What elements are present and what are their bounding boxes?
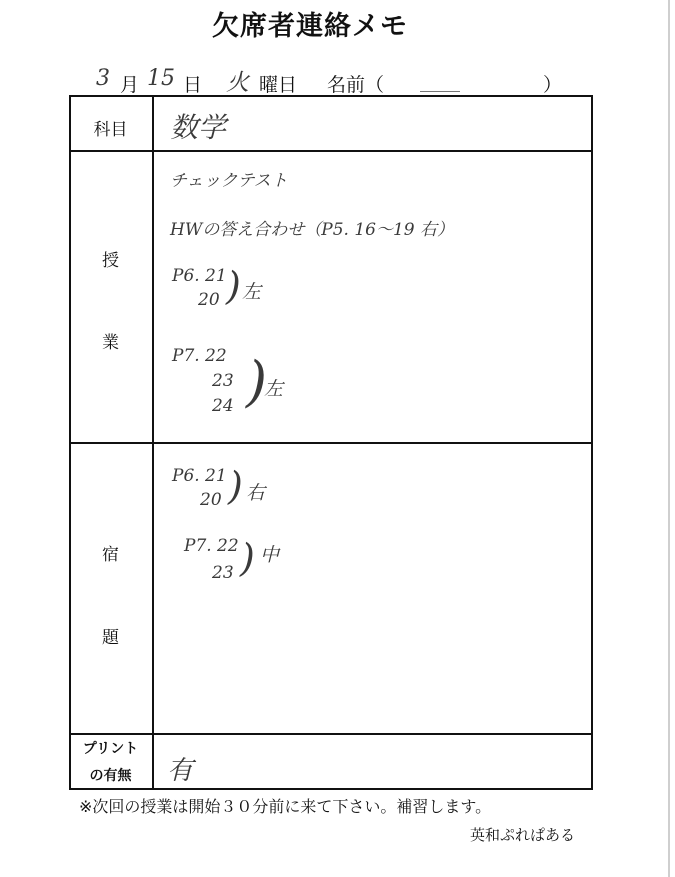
lesson-label-2: 業 [102, 333, 119, 353]
homework-group1-page: P6. 21 [172, 466, 227, 486]
weekday-label: 曜日 [259, 74, 298, 96]
page-title: 欠席者連絡メモ [212, 11, 408, 42]
lesson-group1-next: 20 [198, 290, 220, 310]
homework-group2-side: 中 [260, 544, 280, 566]
lesson-group2-side: 左 [264, 378, 284, 400]
homework-group1-bracket: ) [228, 464, 243, 508]
row-divider-homework [69, 733, 593, 735]
day-value: 15 [147, 66, 175, 91]
subject-value: 数学 [170, 111, 227, 144]
lesson-label-1: 授 [102, 251, 119, 271]
homework-group2-page: P7. 22 [184, 536, 239, 556]
name-field-line [420, 91, 460, 92]
subject-label: 科目 [93, 120, 128, 140]
month-label: 月 [120, 74, 140, 96]
row-divider-subject [69, 150, 593, 152]
lesson-line-2: HWの答え合わせ（P5. 16〜19 右） [170, 220, 455, 240]
homework-label-2: 題 [102, 628, 119, 648]
page-edge [668, 0, 670, 877]
lesson-group2-bracket: ) [246, 350, 268, 413]
print-value: 有 [167, 756, 194, 786]
lesson-group1-bracket: ) [226, 264, 241, 308]
homework-group2-bracket: ) [240, 536, 255, 580]
homework-group1-side: 右 [246, 482, 266, 504]
print-label-2: の有無 [89, 768, 132, 784]
lesson-line-1: チェックテスト [170, 171, 288, 191]
name-close: ） [543, 74, 563, 96]
lesson-group2-next2: 24 [212, 396, 234, 416]
homework-group2-next: 23 [212, 563, 234, 583]
footer-brand: 英和ぷれぱある [470, 826, 576, 844]
footer-note: ※次回の授業は開始３０分前に来て下さい。補習します。 [79, 797, 492, 816]
homework-group1-next: 20 [200, 490, 222, 510]
lesson-group1-page: P6. 21 [172, 266, 227, 286]
homework-label-1: 宿 [102, 545, 119, 565]
lesson-group2-page: P7. 22 [172, 346, 227, 366]
print-label-1: プリント [82, 741, 139, 757]
weekday-value: 火 [226, 70, 249, 96]
day-label: 日 [183, 74, 203, 96]
name-label: 名前（ [327, 74, 385, 96]
lesson-group2-next1: 23 [212, 371, 234, 391]
row-divider-lesson [69, 442, 593, 444]
month-value: 3 [96, 66, 110, 91]
lesson-group1-side: 左 [242, 281, 262, 303]
